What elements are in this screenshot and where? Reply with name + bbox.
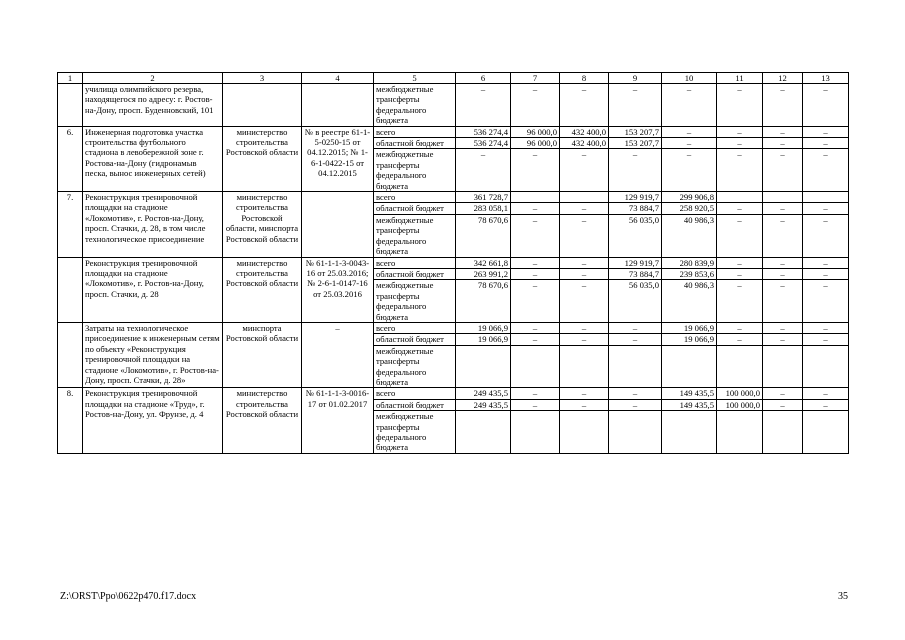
- funding-source: межбюджетные трансферты федерального бюджета: [374, 149, 456, 192]
- budget-table: [57, 72, 849, 454]
- funding-source: областной бюджет: [374, 203, 456, 214]
- amount-cell: 129 919,7: [609, 192, 662, 203]
- funding-source: всего: [374, 126, 456, 137]
- amount-cell: –: [511, 257, 560, 268]
- column-number-header: [58, 73, 849, 84]
- header-cell: 8: [560, 73, 609, 84]
- amount-cell: 96 000,0: [511, 126, 560, 137]
- amount-cell: 56 035,0: [609, 214, 662, 257]
- funding-source: всего: [374, 388, 456, 399]
- responsible-org: минспорта Ростовской области: [223, 322, 302, 387]
- amount-cell: 258 920,5: [662, 203, 717, 214]
- amount-cell: –: [763, 214, 803, 257]
- amount-cell: –: [717, 203, 763, 214]
- object-name: училища олимпийского резерва, находящегося по адресу: г. Ростов-на-Дону, просп. Буденновский, 101: [83, 84, 223, 127]
- amount-cell: –: [803, 280, 849, 323]
- amount-cell: –: [803, 334, 849, 345]
- amount-cell: 283 058,1: [456, 203, 511, 214]
- amount-cell: [717, 411, 763, 454]
- amount-cell: 19 066,9: [662, 334, 717, 345]
- responsible-org: министерство строительства Ростовской области: [223, 257, 302, 322]
- amount-cell: 40 986,3: [662, 214, 717, 257]
- amount-cell: –: [717, 84, 763, 127]
- header-cell: 13: [803, 73, 849, 84]
- amount-cell: –: [803, 149, 849, 192]
- amount-cell: –: [717, 138, 763, 149]
- amount-cell: –: [763, 203, 803, 214]
- amount-cell: –: [511, 149, 560, 192]
- amount-cell: –: [560, 214, 609, 257]
- amount-cell: –: [717, 126, 763, 137]
- row-number: [58, 84, 83, 127]
- row-number: 6.: [58, 126, 83, 191]
- amount-cell: 536 274,4: [456, 138, 511, 149]
- funding-source: областной бюджет: [374, 138, 456, 149]
- amount-cell: 19 066,9: [456, 334, 511, 345]
- header-cell: 10: [662, 73, 717, 84]
- responsible-org: министерство строительства Ростовской области: [223, 388, 302, 453]
- amount-cell: –: [511, 203, 560, 214]
- amount-cell: 19 066,9: [662, 322, 717, 333]
- amount-cell: [662, 345, 717, 388]
- amount-cell: 78 670,6: [456, 280, 511, 323]
- file-path-footer: Z:\ORST\Ppo\0622p470.f17.docx: [60, 591, 197, 602]
- amount-cell: 96 000,0: [511, 138, 560, 149]
- amount-cell: [560, 345, 609, 388]
- amount-cell: 100 000,0: [717, 388, 763, 399]
- responsible-org: министерство строительства Ростовской области: [223, 126, 302, 191]
- amount-cell: [717, 192, 763, 203]
- object-name: Реконструкция тренировочной площадки на стадионе «Локомотив», г. Ростов-на-Дону, просп. Стачки, д. 28: [83, 257, 223, 322]
- amount-cell: –: [560, 268, 609, 279]
- amount-cell: –: [763, 257, 803, 268]
- amount-cell: [763, 411, 803, 454]
- amount-cell: 78 670,6: [456, 214, 511, 257]
- header-cell: 4: [302, 73, 374, 84]
- amount-cell: –: [662, 149, 717, 192]
- amount-cell: –: [560, 84, 609, 127]
- amount-cell: –: [763, 268, 803, 279]
- amount-cell: –: [763, 334, 803, 345]
- amount-cell: [763, 192, 803, 203]
- amount-cell: 361 728,7: [456, 192, 511, 203]
- amount-cell: –: [511, 388, 560, 399]
- amount-cell: [511, 411, 560, 454]
- header-cell: 2: [83, 73, 223, 84]
- amount-cell: –: [560, 257, 609, 268]
- amount-cell: –: [560, 203, 609, 214]
- row-number: [58, 257, 83, 322]
- header-cell: 3: [223, 73, 302, 84]
- amount-cell: [609, 411, 662, 454]
- amount-cell: 73 884,7: [609, 203, 662, 214]
- amount-cell: –: [717, 322, 763, 333]
- amount-cell: [511, 345, 560, 388]
- funding-source: всего: [374, 192, 456, 203]
- amount-cell: –: [717, 214, 763, 257]
- table-row: [58, 84, 849, 127]
- amount-cell: 263 991,2: [456, 268, 511, 279]
- amount-cell: 280 839,9: [662, 257, 717, 268]
- responsible-org: [223, 84, 302, 127]
- funding-source: межбюджетные трансферты федерального бюджета: [374, 411, 456, 454]
- amount-cell: –: [560, 399, 609, 410]
- amount-cell: [456, 345, 511, 388]
- amount-cell: –: [803, 214, 849, 257]
- amount-cell: –: [717, 334, 763, 345]
- funding-source: всего: [374, 257, 456, 268]
- amount-cell: –: [803, 322, 849, 333]
- amount-cell: 153 207,7: [609, 138, 662, 149]
- row-number: 8.: [58, 388, 83, 453]
- row-number: 7.: [58, 192, 83, 257]
- amount-cell: –: [717, 257, 763, 268]
- amount-cell: 249 435,5: [456, 388, 511, 399]
- header-cell: 12: [763, 73, 803, 84]
- amount-cell: –: [803, 126, 849, 137]
- header-cell: 5: [374, 73, 456, 84]
- amount-cell: –: [763, 280, 803, 323]
- amount-cell: –: [609, 334, 662, 345]
- amount-cell: –: [560, 280, 609, 323]
- amount-cell: –: [609, 388, 662, 399]
- amount-cell: 73 884,7: [609, 268, 662, 279]
- amount-cell: 153 207,7: [609, 126, 662, 137]
- funding-source: областной бюджет: [374, 268, 456, 279]
- amount-cell: –: [609, 149, 662, 192]
- expertise-doc: № в реестре 61-1-5-0250-15 от 04.12.2015; № 1-6-1-0422-15 от 04.12.2015: [302, 126, 374, 191]
- amount-cell: [560, 192, 609, 203]
- amount-cell: –: [456, 149, 511, 192]
- amount-cell: –: [763, 388, 803, 399]
- amount-cell: [560, 411, 609, 454]
- amount-cell: –: [717, 149, 763, 192]
- amount-cell: –: [662, 84, 717, 127]
- funding-source: межбюджетные трансферты федерального бюджета: [374, 345, 456, 388]
- table-row: [58, 388, 849, 399]
- amount-cell: –: [662, 138, 717, 149]
- amount-cell: 129 919,7: [609, 257, 662, 268]
- amount-cell: –: [511, 334, 560, 345]
- amount-cell: 40 986,3: [662, 280, 717, 323]
- table-row: [58, 192, 849, 203]
- amount-cell: –: [717, 280, 763, 323]
- amount-cell: –: [560, 149, 609, 192]
- table-row: [58, 257, 849, 268]
- amount-cell: –: [763, 149, 803, 192]
- amount-cell: [763, 345, 803, 388]
- funding-source: межбюджетные трансферты федерального бюджета: [374, 280, 456, 323]
- amount-cell: –: [662, 126, 717, 137]
- row-number: [58, 322, 83, 387]
- amount-cell: 536 274,4: [456, 126, 511, 137]
- amount-cell: 19 066,9: [456, 322, 511, 333]
- amount-cell: –: [511, 214, 560, 257]
- amount-cell: –: [560, 388, 609, 399]
- amount-cell: 432 400,0: [560, 126, 609, 137]
- amount-cell: [717, 345, 763, 388]
- amount-cell: –: [609, 399, 662, 410]
- amount-cell: –: [511, 399, 560, 410]
- amount-cell: [803, 345, 849, 388]
- funding-source: межбюджетные трансферты федерального бюджета: [374, 84, 456, 127]
- amount-cell: –: [511, 84, 560, 127]
- amount-cell: –: [763, 322, 803, 333]
- amount-cell: –: [803, 257, 849, 268]
- amount-cell: –: [763, 399, 803, 410]
- amount-cell: [803, 192, 849, 203]
- funding-source: областной бюджет: [374, 334, 456, 345]
- header-cell: 11: [717, 73, 763, 84]
- amount-cell: [511, 192, 560, 203]
- amount-cell: 299 906,8: [662, 192, 717, 203]
- amount-cell: –: [803, 84, 849, 127]
- header-cell: 7: [511, 73, 560, 84]
- amount-cell: –: [609, 322, 662, 333]
- object-name: Инженерная подготовка участка строительства футбольного стадиона в левобережной зоне г. Ростова-на-Дону (гидронамыв песка, вынос инженерных сетей): [83, 126, 223, 191]
- expertise-doc: [302, 84, 374, 127]
- amount-cell: –: [803, 399, 849, 410]
- responsible-org: министерство строительства Ростовской области, минспорта Ростовской области: [223, 192, 302, 257]
- amount-cell: –: [717, 268, 763, 279]
- amount-cell: –: [560, 322, 609, 333]
- amount-cell: 149 435,5: [662, 399, 717, 410]
- amount-cell: 56 035,0: [609, 280, 662, 323]
- funding-source: областной бюджет: [374, 399, 456, 410]
- amount-cell: 432 400,0: [560, 138, 609, 149]
- amount-cell: –: [456, 84, 511, 127]
- header-cell: 6: [456, 73, 511, 84]
- funding-source: межбюджетные трансферты федерального бюджета: [374, 214, 456, 257]
- amount-cell: –: [803, 388, 849, 399]
- amount-cell: –: [511, 280, 560, 323]
- expertise-doc: № 61-1-1-3-0016-17 от 01.02.2017: [302, 388, 374, 453]
- amount-cell: [662, 411, 717, 454]
- header-cell: 9: [609, 73, 662, 84]
- amount-cell: –: [803, 203, 849, 214]
- amount-cell: –: [511, 322, 560, 333]
- amount-cell: –: [763, 138, 803, 149]
- amount-cell: 149 435,5: [662, 388, 717, 399]
- object-name: Реконструкция тренировочной площадки на стадионе «Труд», г. Ростов-на-Дону, ул. Фрунзе, д. 4: [83, 388, 223, 453]
- amount-cell: [609, 345, 662, 388]
- table-row: [58, 126, 849, 137]
- amount-cell: [456, 411, 511, 454]
- object-name: Реконструкция тренировочной площадки на стадионе «Локомотив», г. Ростов-на-Дону, просп. Стачки, д. 28, в том числе технологическое присоединение: [83, 192, 223, 257]
- amount-cell: –: [560, 334, 609, 345]
- expertise-doc: № 61-1-1-3-0043-16 от 25.03.2016; № 2-6-1-0147-16 от 25.03.2016: [302, 257, 374, 322]
- page-number: 35: [838, 591, 848, 602]
- funding-source: всего: [374, 322, 456, 333]
- amount-cell: –: [803, 138, 849, 149]
- amount-cell: 342 661,8: [456, 257, 511, 268]
- expertise-doc: –: [302, 322, 374, 387]
- amount-cell: 100 000,0: [717, 399, 763, 410]
- amount-cell: –: [763, 126, 803, 137]
- table-row: [58, 322, 849, 333]
- object-name: Затраты на технологическое присоединение к инженерным сетям по объекту «Реконструкция тренировочной площадки на стадионе «Локомотив», г. Ростов-на-Дону, просп. Стачки, д. 28»: [83, 322, 223, 387]
- amount-cell: –: [609, 84, 662, 127]
- amount-cell: –: [803, 268, 849, 279]
- amount-cell: –: [511, 268, 560, 279]
- amount-cell: 249 435,5: [456, 399, 511, 410]
- expertise-doc: [302, 192, 374, 257]
- amount-cell: 239 853,6: [662, 268, 717, 279]
- header-cell: 1: [58, 73, 83, 84]
- amount-cell: –: [763, 84, 803, 127]
- amount-cell: [803, 411, 849, 454]
